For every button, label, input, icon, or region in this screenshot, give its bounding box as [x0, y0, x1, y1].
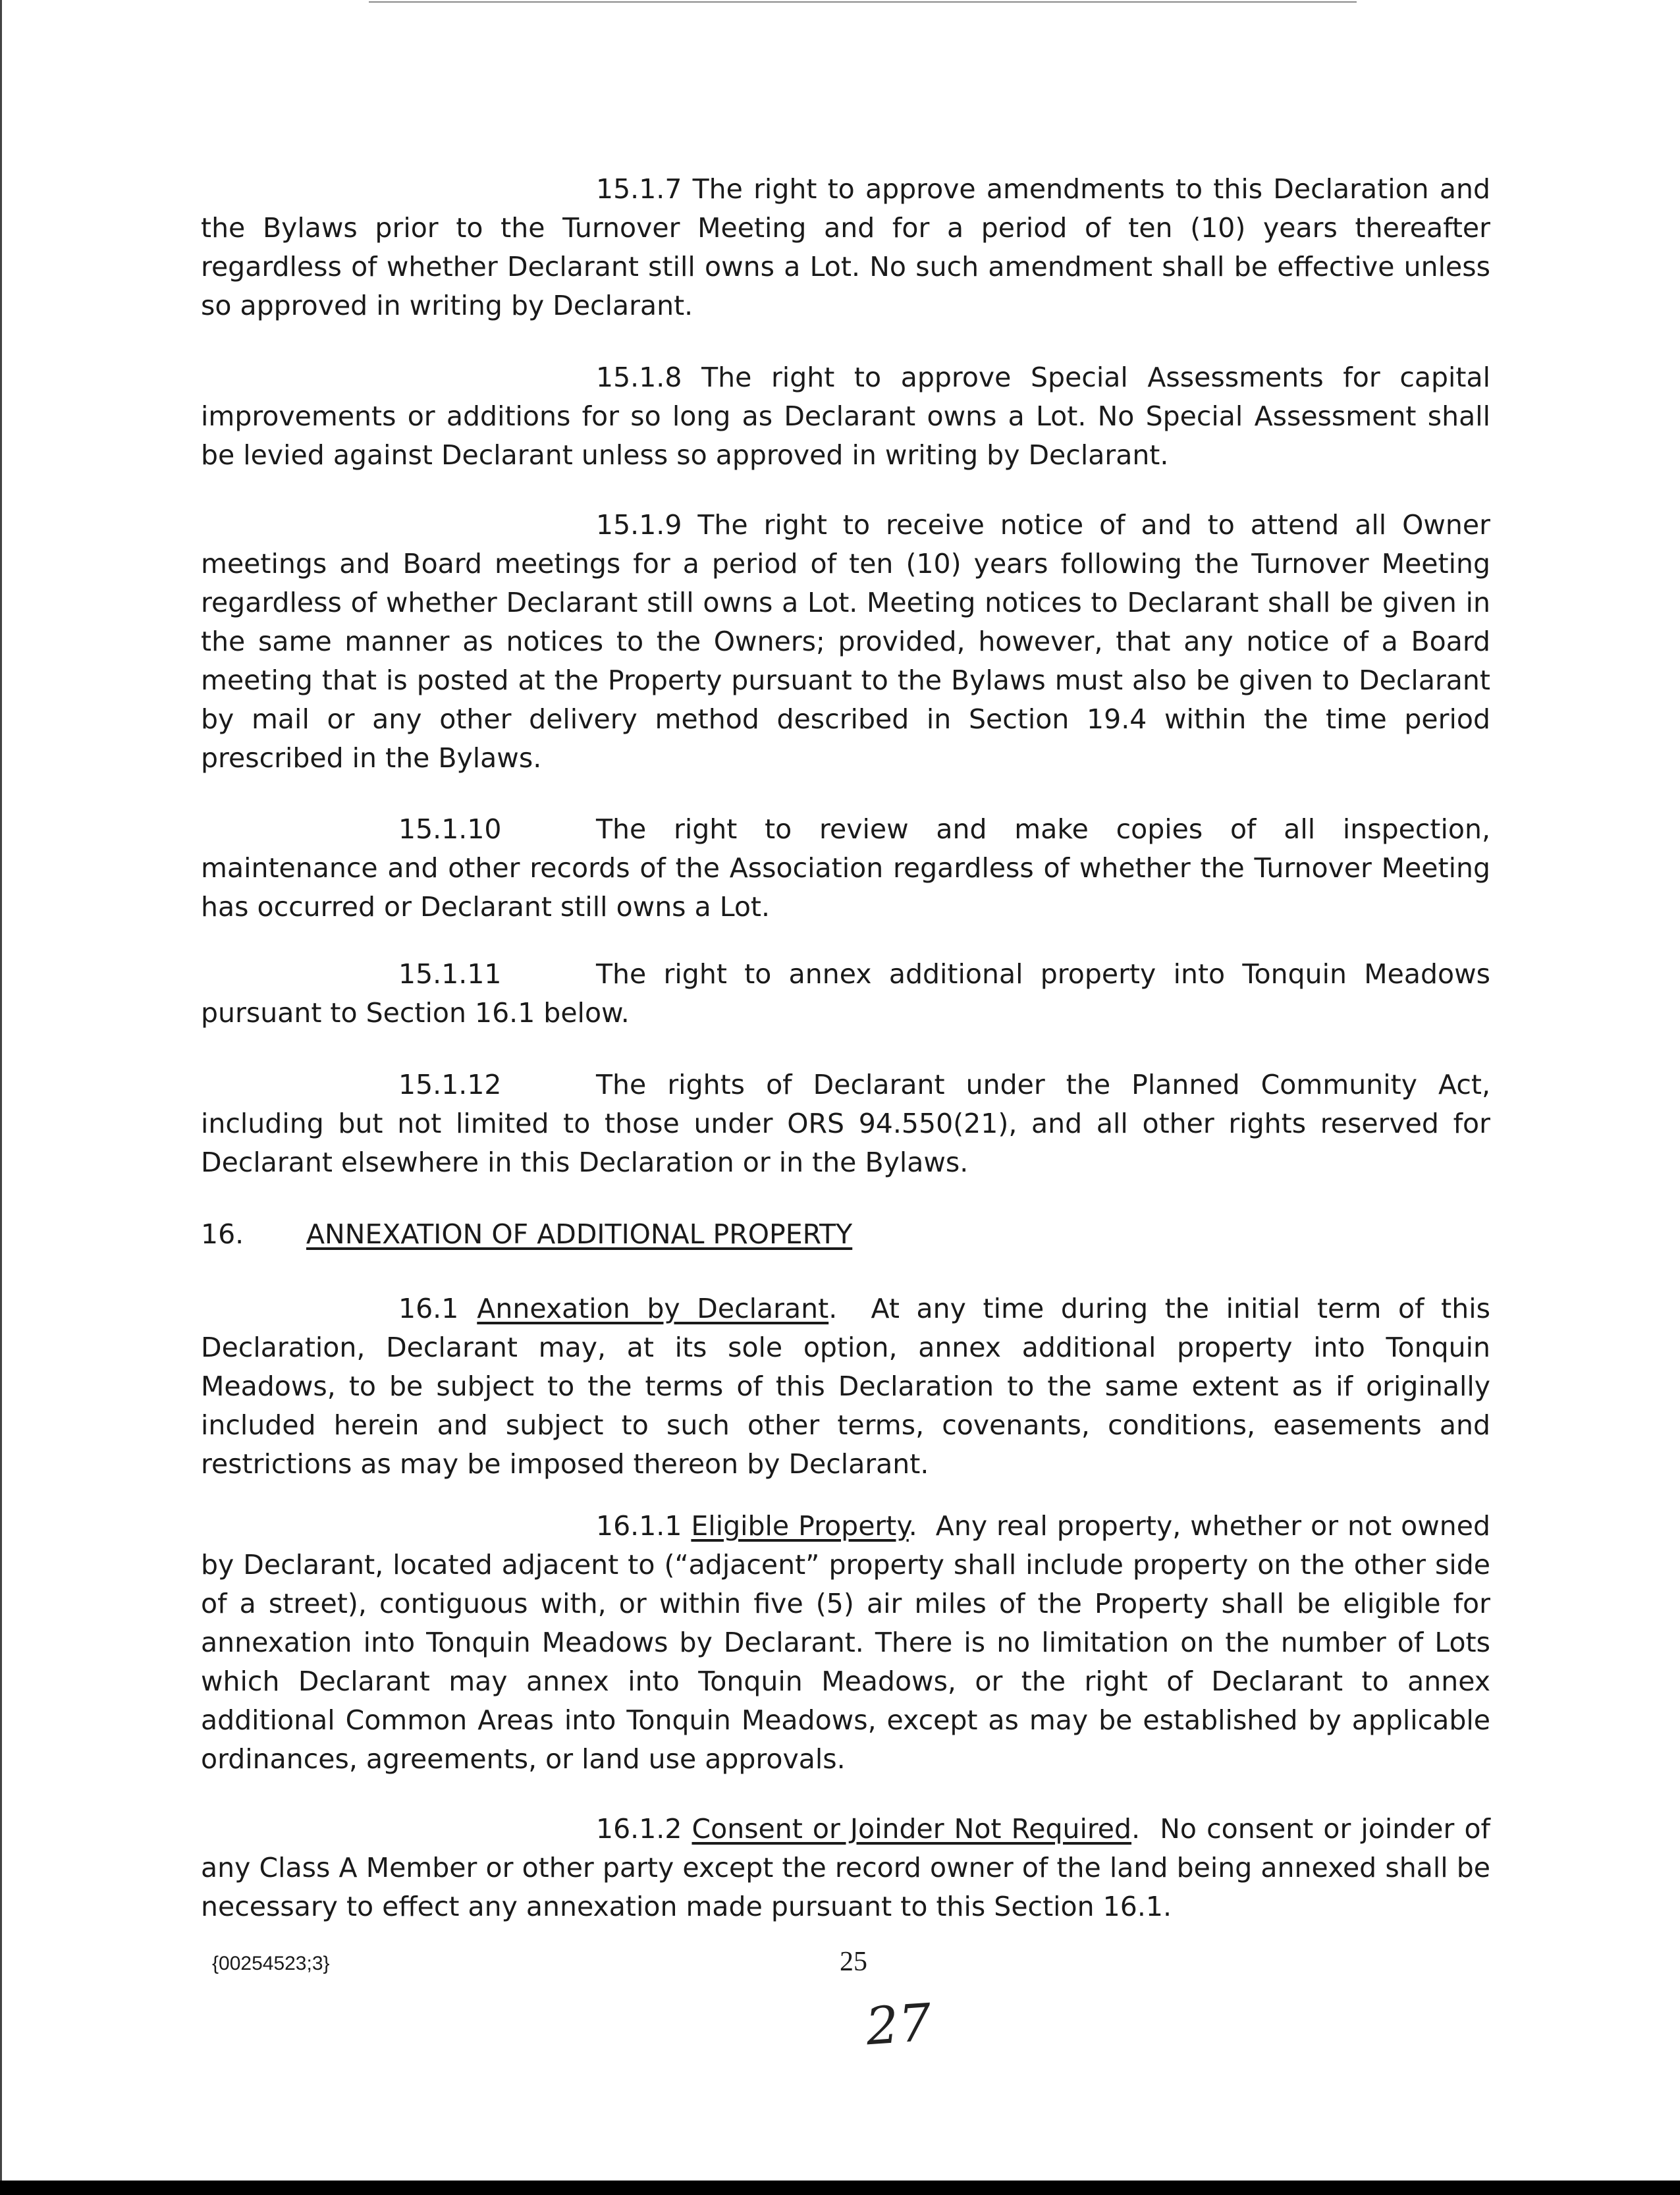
section-number: 16. — [201, 1218, 244, 1250]
paragraph-15-1-12 — [201, 1066, 1490, 1182]
paragraph-number: 15.1.12 — [398, 1069, 502, 1100]
bottom-scan-edge — [0, 2181, 1680, 2195]
left-scan-edge — [0, 0, 2, 2195]
paragraph-15-1-9 — [201, 506, 1490, 778]
page-number: 25 — [840, 1947, 867, 1977]
paragraph-text: Any real property, whether or not owned by Declarant, located adjacent to (“adjacent” property shall include property on the other side of a street), contiguous with, or within five (5) air miles of the Property shall be eligible for annexation into Tonquin Meadows by Declarant. There is no limitation on the number of Lots which Declarant may annex into Tonquin Meadows, or the right of Declarant to annex additional Common Areas into Tonquin Meadows, except as may be established by applicable ordinances, agreements, or land use approvals. — [201, 1510, 1490, 1775]
paragraph-text: No consent or joinder of any Class A Member or other party except the record owner of the land being annexed shall be necessary to effect any annexation made pursuant to this Section 16.1. — [201, 1813, 1490, 1922]
paragraph-16-1-2: 16.1.2 Consent or Joinder Not Required. No consent or joinder of any Class A Member or other party except the record owner of the land being annexed shall be necessary to effect any annexation made pursuant to this Section 16.1. — [201, 1810, 1490, 1926]
paragraph-number: 16.1.2 — [596, 1813, 682, 1845]
paragraph-number: 15.1.9 — [596, 509, 682, 541]
section-16-heading — [201, 1215, 852, 1254]
paragraph-number: 15.1.10 — [398, 813, 502, 845]
paragraph-number: 15.1.7 — [596, 173, 682, 205]
paragraph-text: The rights of Declarant under the Planned Community Act, including but not limited to those under ORS 94.550(21), and all other rights reserved for Declarant elsewhere in this Declaration or in the Bylaws. — [201, 1069, 1490, 1178]
top-scan-edge — [0, 0, 1680, 4]
paragraph-text: The right to approve Special Assessments for capital improvements or additions for so long as Declarant owns a Lot. No Special Assessment shall be levied against Declarant unless so approved in writing by Declarant. — [201, 362, 1490, 471]
handwritten-page-number: 27 — [863, 1993, 934, 2057]
paragraph-number: 16.1 — [398, 1293, 459, 1324]
paragraph-16-1: 16.1 Annexation by Declarant. At any time during the initial term of this Declaration, Declarant may, at its sole option, annex additional property into Tonquin Meadows, to be subject to the terms of this Declaration to the same extent as if originally included herein and subject to such other terms, covenants, conditions, easements and restrictions as may be imposed thereon by Declarant. — [201, 1289, 1490, 1484]
paragraph-number: 16.1.1 — [596, 1510, 682, 1542]
paragraph-text: The right to approve amendments to this Declaration and the Bylaws prior to the Turnover Meeting and for a period of ten (10) years thereafter regardless of whether Declarant still owns a Lot. No such amendment shall be effective unless so approved in writing by Declarant. — [201, 173, 1490, 321]
paragraph-text: The right to review and make copies of all inspection, maintenance and other records of the Association regardless of whether the Turnover Meeting has occurred or Declarant still owns a Lot. — [201, 813, 1490, 923]
paragraph-15-1-11 — [201, 955, 1490, 1033]
paragraph-16-1-1: 16.1.1 Eligible Property. Any real property, whether or not owned by Declarant, located adjacent to (“adjacent” property shall include property on the other side of a street), contiguous with, or within five (5) air miles of the Property shall be eligible for annexation into Tonquin Meadows by Declarant. There is no limitation on the number of Lots which Declarant may annex into Tonquin Meadows, or the right of Declarant to annex additional Common Areas into Tonquin Meadows, except as may be established by applicable ordinances, agreements, or land use approvals. — [201, 1507, 1490, 1779]
document-id: {00254523;3} — [212, 1953, 330, 1974]
paragraph-15-1-7 — [201, 170, 1490, 325]
paragraph-heading: Consent or Joinder Not Required — [691, 1813, 1132, 1845]
paragraph-number: 15.1.11 — [398, 958, 502, 990]
paragraph-heading: Annexation by Declarant — [477, 1293, 829, 1324]
paragraph-heading: Eligible Property — [691, 1510, 909, 1542]
paragraph-text: The right to receive notice of and to attend all Owner meetings and Board meetings for a period of ten (10) years following the Turnover Meeting regardless of whether Declarant still owns a Lot. Meeting notices to Declarant shall be given in the same manner as notices to the Owners; provided, however, that any notice of a Board meeting that is posted at the Property pursuant to the Bylaws must also be given to Declarant by mail or any other delivery method described in Section 19.4 within the time period prescribed in the Bylaws. — [201, 509, 1490, 774]
paragraph-15-1-10 — [201, 810, 1490, 927]
paragraph-text: The right to annex additional property into Tonquin Meadows pursuant to Section 16.1 below. — [201, 958, 1490, 1029]
paragraph-text: At any time during the initial term of this Declaration, Declarant may, at its sole option, annex additional property into Tonquin Meadows, to be subject to the terms of this Declaration to the same extent as if originally included herein and subject to such other terms, covenants, conditions, easements and restrictions as may be imposed thereon by Declarant. — [201, 1293, 1490, 1480]
section-title: ANNEXATION OF ADDITIONAL PROPERTY — [306, 1218, 853, 1250]
paragraph-15-1-8 — [201, 358, 1490, 475]
paragraph-number: 15.1.8 — [596, 362, 682, 393]
